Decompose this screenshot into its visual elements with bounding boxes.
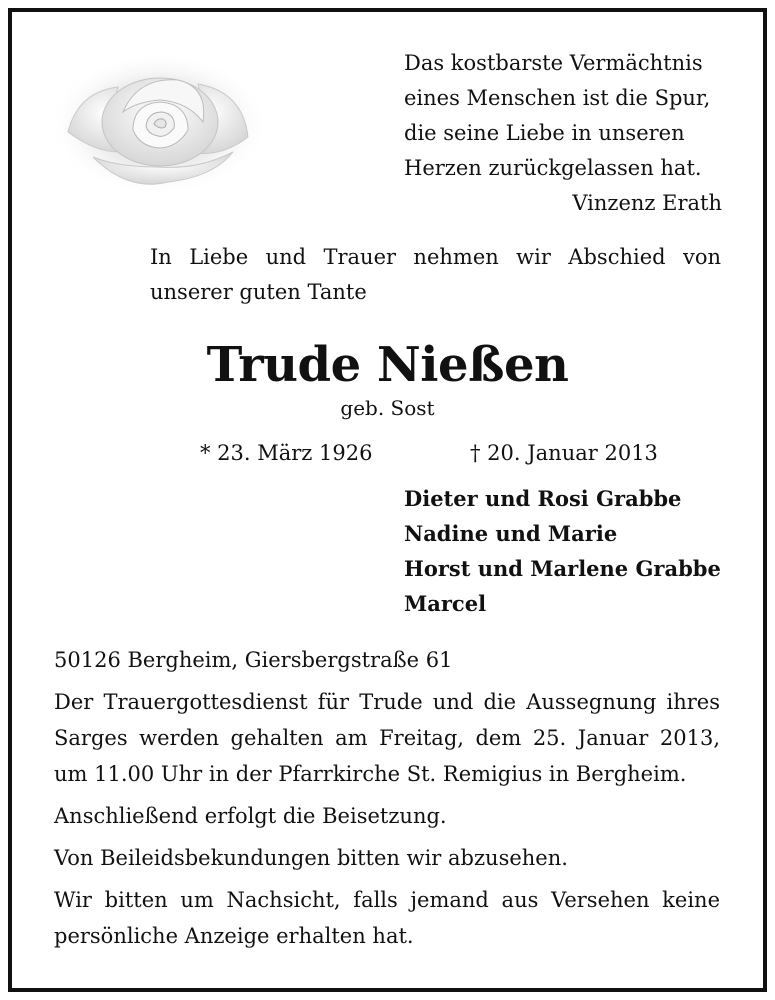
quote-author: Vinzenz Erath <box>572 191 722 215</box>
birth-date: * 23. März 1926 <box>200 441 373 465</box>
quote-line: Herzen zurückgelassen hat. <box>404 156 702 180</box>
mourner-name: Horst und Marlene Grabbe <box>404 556 721 581</box>
address: 50126 Bergheim, Giersbergstraße 61 <box>54 648 453 672</box>
quote-block <box>404 46 722 221</box>
rose-icon <box>48 52 270 197</box>
intro-text: In Liebe und Trauer nehmen wir Abschied von unserer guten Tante <box>150 245 721 304</box>
apology-paragraph: Wir bitten um Nachsicht, falls jemand aus Versehen keine persönliche Anzeige erhalten hat. <box>54 888 720 948</box>
service-paragraph: Der Trauergottesdienst für Trude und die Aussegnung ihres Sarges werden gehalten am Freitag, dem 25. Januar 2013, um 11.00 Uhr in der Pfarrkirche St. Remigius in Bergheim. <box>54 690 720 786</box>
death-date: † 20. Januar 2013 <box>470 441 658 465</box>
deceased-name: Trude Nießen <box>206 337 569 393</box>
quote-line: eines Menschen ist die Spur, <box>404 86 711 110</box>
mourner-name: Marcel <box>404 591 487 616</box>
mourners-list <box>404 481 721 621</box>
quote-line: Das kostbarste Vermächtnis <box>404 51 703 75</box>
condolence-paragraph: Von Beileidsbekundungen bitten wir abzusehen. <box>54 846 568 870</box>
mourner-name: Dieter und Rosi Grabbe <box>404 486 682 511</box>
maiden-name: geb. Sost <box>340 396 435 420</box>
quote-line: die seine Liebe in unseren <box>404 121 685 145</box>
burial-paragraph: Anschließend erfolgt die Beisetzung. <box>54 804 447 828</box>
mourner-name: Nadine und Marie <box>404 521 618 546</box>
service-details <box>54 642 720 960</box>
